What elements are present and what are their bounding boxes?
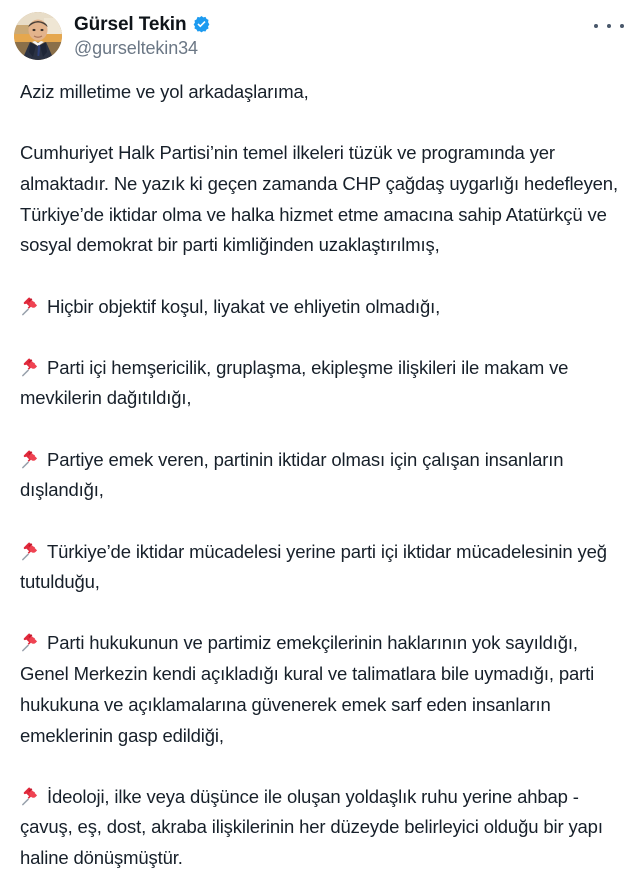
pushpin-icon bbox=[20, 449, 41, 470]
avatar[interactable] bbox=[14, 12, 62, 60]
more-dot bbox=[620, 24, 624, 28]
tweet-header bbox=[0, 0, 640, 62]
pushpin-icon bbox=[20, 786, 41, 807]
paragraph-text: Partiye emek veren, partinin iktidar olması için çalışan insanların dışlandığı, bbox=[20, 448, 564, 501]
paragraph-text: İdeoloji, ilke veya düşünce ile oluşan yoldaşlık ruhu yerine ahbap - çavuş, eş, dost, akraba ilişkilerinin her düzeyde belirleyici olduğu bir yapı haline dönüşmüştür. bbox=[20, 785, 603, 869]
paragraph-text: Türkiye’de iktidar mücadelesi yerine parti içi iktidar mücadelesinin yeğ tutulduğu, bbox=[20, 540, 607, 593]
pushpin-icon bbox=[20, 296, 41, 317]
tweet-paragraph-bulleted bbox=[20, 445, 624, 506]
author-handle[interactable]: @gurseltekin34 bbox=[74, 38, 198, 58]
tweet-paragraph-bulleted bbox=[20, 353, 624, 414]
paragraph-text: Hiçbir objektif koşul, liyakat ve ehliyetin olmadığı, bbox=[47, 295, 441, 317]
paragraph-text: Parti hukukunun ve partimiz emekçilerinin haklarının yok sayıldığı, Genel Merkezin kendi açıkladığı kural ve talimatlara bile uymadığı, parti hukukuna ve açıklamalarına güvenerek emek sarf eden insanların emeklerinin gasp edildiği, bbox=[20, 632, 595, 746]
tweet-paragraph bbox=[20, 138, 624, 261]
tweet-text-body bbox=[0, 77, 640, 874]
verified-badge-icon bbox=[192, 15, 211, 34]
paragraph-text: Parti içi hemşericilik, gruplaşma, ekipleşme ilişkileri ile makam ve mevkilerin dağıtıldığı, bbox=[20, 356, 569, 409]
paragraph-text: Aziz milletime ve yol arkadaşlarıma, bbox=[20, 81, 309, 102]
tweet-paragraph bbox=[20, 77, 624, 108]
tweet-paragraph-bulleted bbox=[20, 292, 624, 323]
paragraph-text: Cumhuriyet Halk Partisi’nin temel ilkeleri tüzük ve programında yer almaktadır. Ne yazık ki geçen zamanda CHP çağdaş uygarlığı hedefleyen, Türkiye’de iktidar olma ve halka hizmet etme amacına sahip Atatürkçü ve sosyal demokrat bir parti kimliğinden uzaklaştırılmış, bbox=[20, 142, 618, 256]
more-dot bbox=[607, 24, 611, 28]
author-name-row[interactable] bbox=[74, 12, 211, 36]
more-options-icon[interactable] bbox=[594, 17, 624, 35]
tweet-paragraph-bulleted bbox=[20, 782, 624, 874]
author-identity bbox=[74, 12, 211, 57]
tweet-paragraph-bulleted bbox=[20, 537, 624, 598]
pushpin-icon bbox=[20, 632, 41, 653]
pushpin-icon bbox=[20, 541, 41, 562]
tweet-paragraph-bulleted bbox=[20, 628, 624, 751]
author-display-name[interactable]: Gürsel Tekin bbox=[74, 13, 187, 35]
pushpin-icon bbox=[20, 357, 41, 378]
more-dot bbox=[594, 24, 598, 28]
